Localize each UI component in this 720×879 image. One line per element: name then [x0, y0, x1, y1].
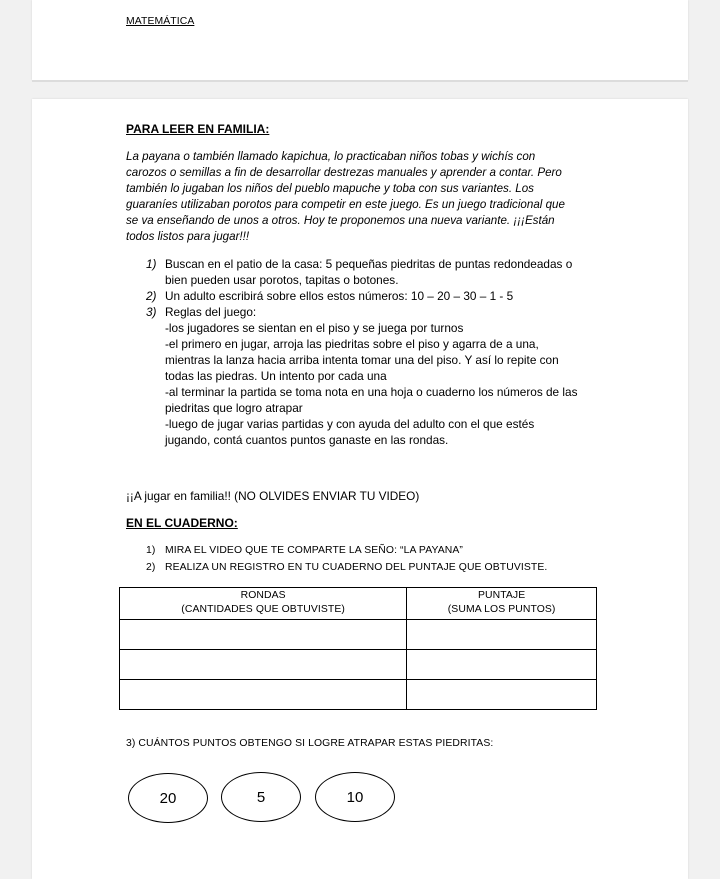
step-line: mientras la lanza hacia arriba intenta tomar una del piso. Y así lo repite con [165, 353, 559, 367]
step-line: Un adulto escribirá sobre ellos estos números: 10 – 20 – 30 – 1 - 5 [165, 289, 514, 303]
header-line: (CANTIDADES QUE OBTUVISTE) [181, 604, 345, 615]
step-line: Reglas del juego: [165, 305, 257, 319]
item-number: 1) [146, 545, 156, 556]
subject-title: MATEMÁTICA [126, 16, 195, 27]
table-cell [120, 680, 407, 710]
table-cell [407, 650, 597, 680]
page-two [32, 99, 688, 879]
table-cell [120, 620, 407, 650]
table-row [120, 620, 597, 650]
family-heading: PARA LEER EN FAMILIA: [126, 122, 270, 136]
step-line: Buscan en el patio de la casa: 5 pequeñas piedritas de puntas redondeadas o [165, 257, 573, 271]
stone-oval: 20 [128, 773, 208, 823]
step-line: jugando, contá cuantos puntos ganaste en las rondas. [165, 433, 449, 447]
paragraph-line: guaraníes utilizaban porotos para competir en este juego. Es un juego tradicional que [126, 198, 565, 211]
table-header-row [120, 588, 597, 620]
paragraph-line: se va enseñando de unos a otros. Hoy te proponemos una nueva variante. ¡¡¡Están [126, 214, 555, 227]
list-item [126, 288, 596, 304]
question-text: 3) CUÁNTOS PUNTOS OBTENGO SI LOGRE ATRAPAR ESTAS PIEDRITAS: [126, 738, 494, 749]
score-table [119, 587, 597, 710]
item-text: REALIZA UN REGISTRO EN TU CUADERNO DEL PUNTAJE QUE OBTUVISTE. [165, 562, 548, 573]
score-header [407, 588, 597, 620]
step-line: piedritas que logro atrapar [165, 401, 303, 415]
steps-list [126, 256, 596, 448]
table-row [120, 650, 597, 680]
page-one [32, 0, 688, 80]
table-cell [407, 680, 597, 710]
list-item [126, 559, 596, 576]
header-line: PUNTAJE [477, 590, 526, 601]
paragraph-line: todos listos para jugar!!! [126, 230, 250, 243]
list-item [126, 304, 596, 448]
page-separator [32, 80, 688, 82]
rounds-header [120, 588, 407, 620]
table-row [120, 680, 597, 710]
step-line: -al terminar la partida se toma nota en una hoja o cuaderno los números de las [165, 385, 578, 399]
step-number: 2) [146, 289, 157, 303]
step-line: todas las piedras. Un intento por cada una [165, 369, 387, 383]
callout-text: ¡¡A jugar en familia!! (NO OLVIDES ENVIAR TU VIDEO) [126, 489, 420, 503]
item-text: MIRA EL VIDEO QUE TE COMPARTE LA SEÑO: “LA PAYANA” [165, 545, 463, 556]
header-line: RONDAS [240, 590, 286, 601]
notebook-heading: EN EL CUADERNO: [126, 516, 238, 530]
step-number: 1) [146, 257, 157, 271]
notebook-list [126, 542, 596, 576]
step-line: -los jugadores se sientan en el piso y se juega por turnos [165, 321, 464, 335]
step-line: bien pueden usar porotos, tapitas o botones. [165, 273, 399, 287]
item-number: 2) [146, 562, 156, 573]
paragraph-line: La payana o también llamado kapichua, lo practicaban niños tobas y wichís con [126, 150, 536, 163]
stone-oval: 5 [221, 772, 301, 822]
stone-oval: 10 [315, 772, 395, 822]
header-line: (SUMA LOS PUNTOS) [447, 604, 556, 615]
paragraph-line: también lo jugaban los niños del pueblo mapuche y toba con sus variantes. Los [126, 182, 534, 195]
step-number: 3) [146, 305, 157, 319]
table-cell [407, 620, 597, 650]
step-line: -luego de jugar varias partidas y con ayuda del adulto con el que estés [165, 417, 535, 431]
paragraph-line: carozos o semillas a fin de desarrollar destrezas manuales y aprender a contar. Pero [126, 166, 562, 179]
list-item [126, 542, 596, 559]
intro-paragraph [126, 149, 596, 245]
table-cell [120, 650, 407, 680]
step-line: -el primero en jugar, arroja las piedritas sobre el piso y agarra de a una, [165, 337, 539, 351]
list-item [126, 256, 596, 288]
